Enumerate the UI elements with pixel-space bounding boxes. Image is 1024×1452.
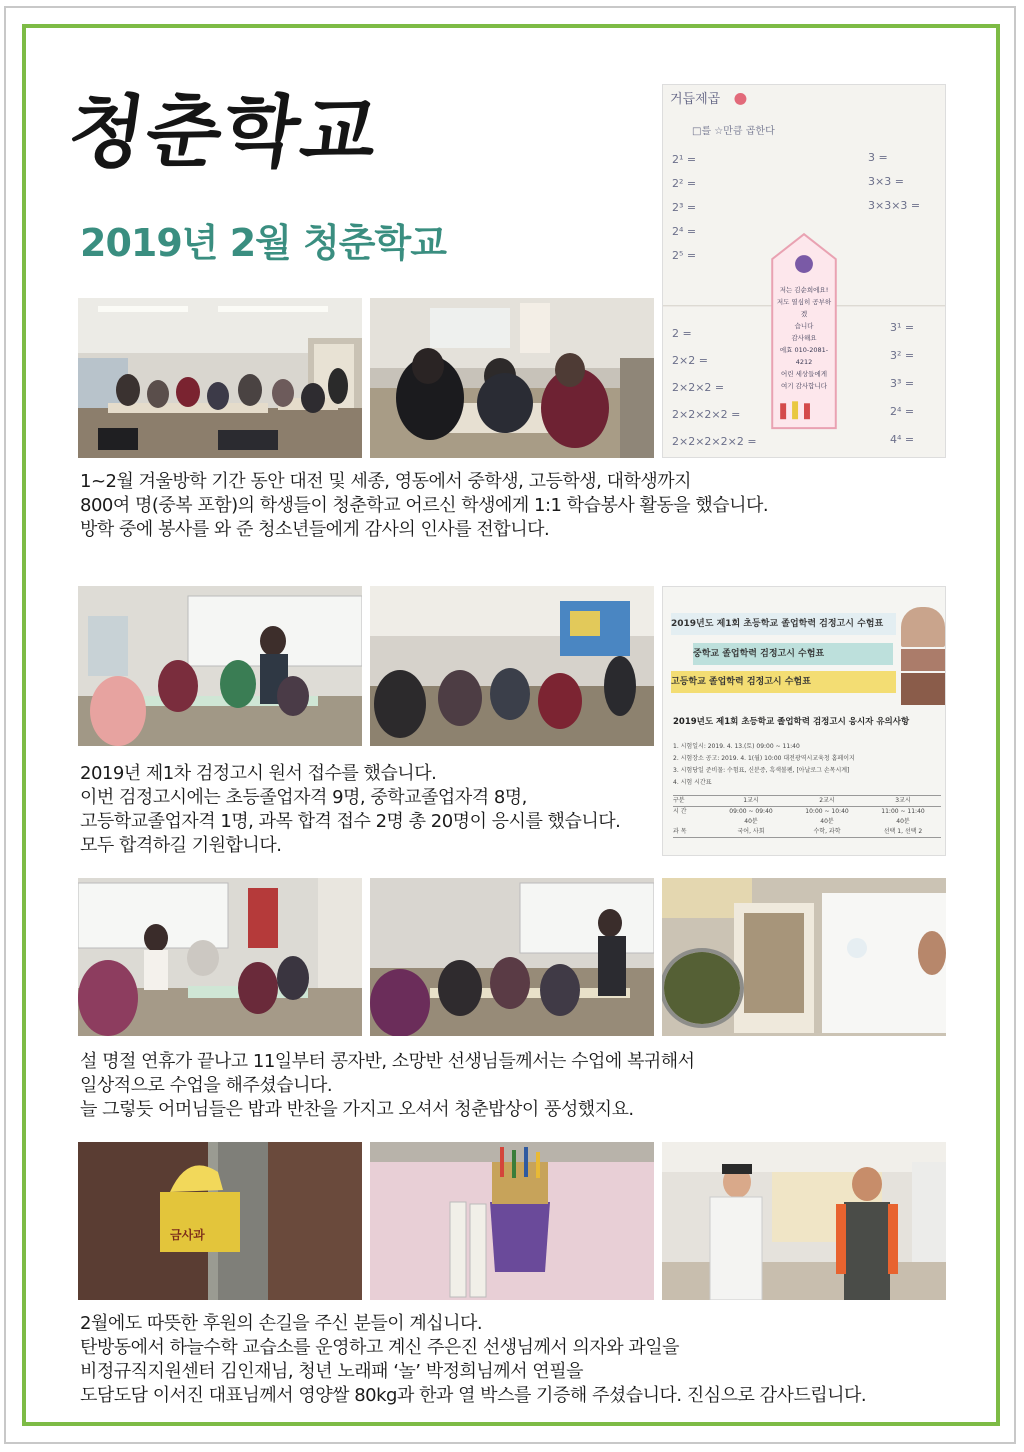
fruit-box-label: 금사과	[170, 1228, 205, 1242]
worksheet-text-overlay	[662, 84, 946, 458]
paragraph-class-resume: 설 명절 연휴가 끝나고 11일부터 콩자반, 소망반 선생님들께서는 수업에 복귀해서 일상적으로 수업을 해주셨습니다. 늘 그렇듯 어머님들은 밥과 반찬을 가지고 오셔서 청춘밥상이 풍성했지요.	[80, 1051, 695, 1120]
photo-student-tutoring	[370, 298, 654, 458]
exam-ticket-elementary: 2019년도 제1회 초등학교 졸업학력 검정고시 수험표	[671, 613, 896, 635]
exam-notice-title: 2019년도 제1회 초등학교 졸업학력 검정고시 응시자 유의사항	[673, 717, 910, 727]
worksheet-instruction: □를 ☆만큼 곱한다	[692, 126, 775, 137]
photo-class-resume-1	[78, 878, 362, 1036]
worksheet-title: 거듭제곱	[670, 92, 721, 107]
paragraph-donations: 2월에도 따뜻한 후원의 손길을 주신 분들이 계십니다. 탄방동에서 하늘수학 교습소를 운영하고 계신 주은진 선생님께서 의자와 과일을 비정규직지원센터 김인재님, 청년 노래패 ‘놀’ 박정희님께서 연필을 도담도담 이서진 대표님께서 영양쌀 80kg과 한과 열 박스를 기증해 주셨습니다. 진심으로 감사드립니다.	[80, 1313, 867, 1406]
worksheet-bottom-left: 2 = 2×2 = 2×2×2 = 2×2×2×2 = 2×2×2×2×2 =	[672, 327, 757, 448]
paragraph-exam-registration: 2019년 제1차 검정고시 원서 접수를 했습니다. 이번 검정고시에는 초등졸업자격 9명, 중학교졸업자격 8명, 고등학교졸업자격 1명, 과목 합격 접수 2명 총 20명이 응시를 했습니다. 모두 합격하길 기원합니다.	[80, 763, 621, 856]
exam-notice-lines: 1. 시험일시: 2019. 4. 13.(토) 09:00 ~ 11:40 2. 시험장소 공고: 2019. 4. 1(월) 10:00 대전광역시교육청 홈페이지 3. 시험당일 준비물: 수험표, 신분증, 흑색볼펜, [아날로그 손목시계] 4. 시험 시간표	[673, 743, 855, 786]
exam-schedule-table: 구분 1교시 2교시 3교시 시 간 09:00 ~ 09:40 10:00 ~ 10:40 11:00 ~ 11:40 40분 40분 40분 과 목 국어, 사회 수학, 과학 선택 1, 선택 2	[673, 795, 941, 838]
applicant-photo-2	[901, 649, 945, 671]
photo-exam-class-1	[78, 586, 362, 746]
photo-classroom-wide	[78, 298, 362, 458]
paragraph-winter-volunteers: 1~2월 겨울방학 기간 동안 대전 및 세종, 영동에서 중학생, 고등학생, 대학생까지 800여 명(중복 포함)의 학생들이 청춘학교 어르신 학생에게 1:1 학습봉사 활동을 했습니다. 방학 중에 봉사를 와 준 청소년들에게 감사의 인사를 전합니다.	[80, 471, 769, 540]
photo-exam-documents	[662, 586, 946, 856]
student-name-card: 저는 김순희에요! 저도 열심히 공부하겠 습니다 감사해요 에효 010-2081-4212 어린 세상들에게 여기 감사합니다	[776, 286, 832, 390]
exam-ticket-high: 고등학교 졸업학력 검정고시 수험표	[671, 671, 896, 693]
exam-ticket-middle: 중학교 졸업학력 검정고시 수험표	[693, 643, 893, 665]
photo-class-resume-2	[370, 878, 654, 1036]
applicant-photo	[901, 607, 945, 647]
photo-donors	[662, 1142, 946, 1300]
worksheet-bottom-right: 3¹ = 3² = 3³ = 2⁴ = 4⁴ =	[890, 321, 915, 446]
photo-donated-pencils	[370, 1142, 654, 1300]
worksheet-right-exprs: 3 = 3×3 = 3×3×3 =	[868, 151, 921, 212]
logo-calligraphy: 청춘학교	[62, 87, 385, 178]
photo-shared-meal	[662, 878, 946, 1036]
page-title: 2019년 2월 청춘학교	[80, 221, 446, 265]
photo-donated-chairs	[78, 1142, 362, 1300]
worksheet-left-exprs: 2¹ = 2² = 2³ = 2⁴ = 2⁵ =	[672, 153, 697, 262]
applicant-photo-3	[901, 673, 945, 705]
photo-exam-class-2	[370, 586, 654, 746]
